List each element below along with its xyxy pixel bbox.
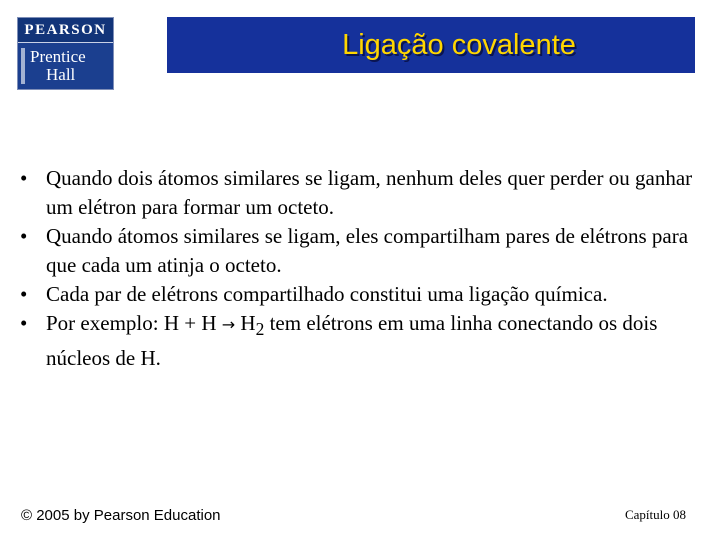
bullet-icon: • (20, 311, 28, 335)
chapter-footer: Capítulo 08 (624, 507, 686, 522)
bullet-text: Cada par de elétrons compartilhado constitui uma ligação química. (46, 282, 608, 306)
bullet-text-pre: Por exemplo: H + H (46, 311, 222, 335)
title-banner (167, 17, 695, 73)
bullet-list (20, 164, 700, 373)
logo-line-prentice: Prentice (30, 47, 86, 66)
logo-brand: PEARSON (18, 18, 113, 43)
slide-title: Ligação covalente (342, 28, 576, 61)
bullet-icon: • (20, 166, 28, 190)
bullet-icon: • (20, 282, 28, 306)
copyright-footer: © 2005 by Pearson Education (21, 507, 221, 524)
bullet-text: Quando átomos similares se ligam, eles compartilham pares de elétrons para que cada um atinja o octeto. (46, 224, 689, 277)
bullet-item-4 (20, 309, 700, 373)
bullet-text-post: tem elétrons em uma linha conectando os dois núcleos de H. (46, 311, 658, 371)
logo-accent-bar (21, 48, 25, 84)
subscript-2: 2 (255, 319, 265, 340)
bullet-item-1 (20, 164, 700, 222)
pearson-prentice-hall-logo (17, 17, 114, 90)
right-arrow-icon: → (221, 315, 236, 334)
bullet-item-2 (20, 222, 700, 280)
bullet-item-3 (20, 280, 700, 309)
bullet-icon: • (20, 224, 28, 248)
bullet-text-mid: H (235, 311, 256, 335)
bullet-text: Quando dois átomos similares se ligam, nenhum deles quer perder ou ganhar um elétron para formar um octeto. (46, 166, 693, 219)
logo-line-hall: Hall (46, 65, 76, 84)
